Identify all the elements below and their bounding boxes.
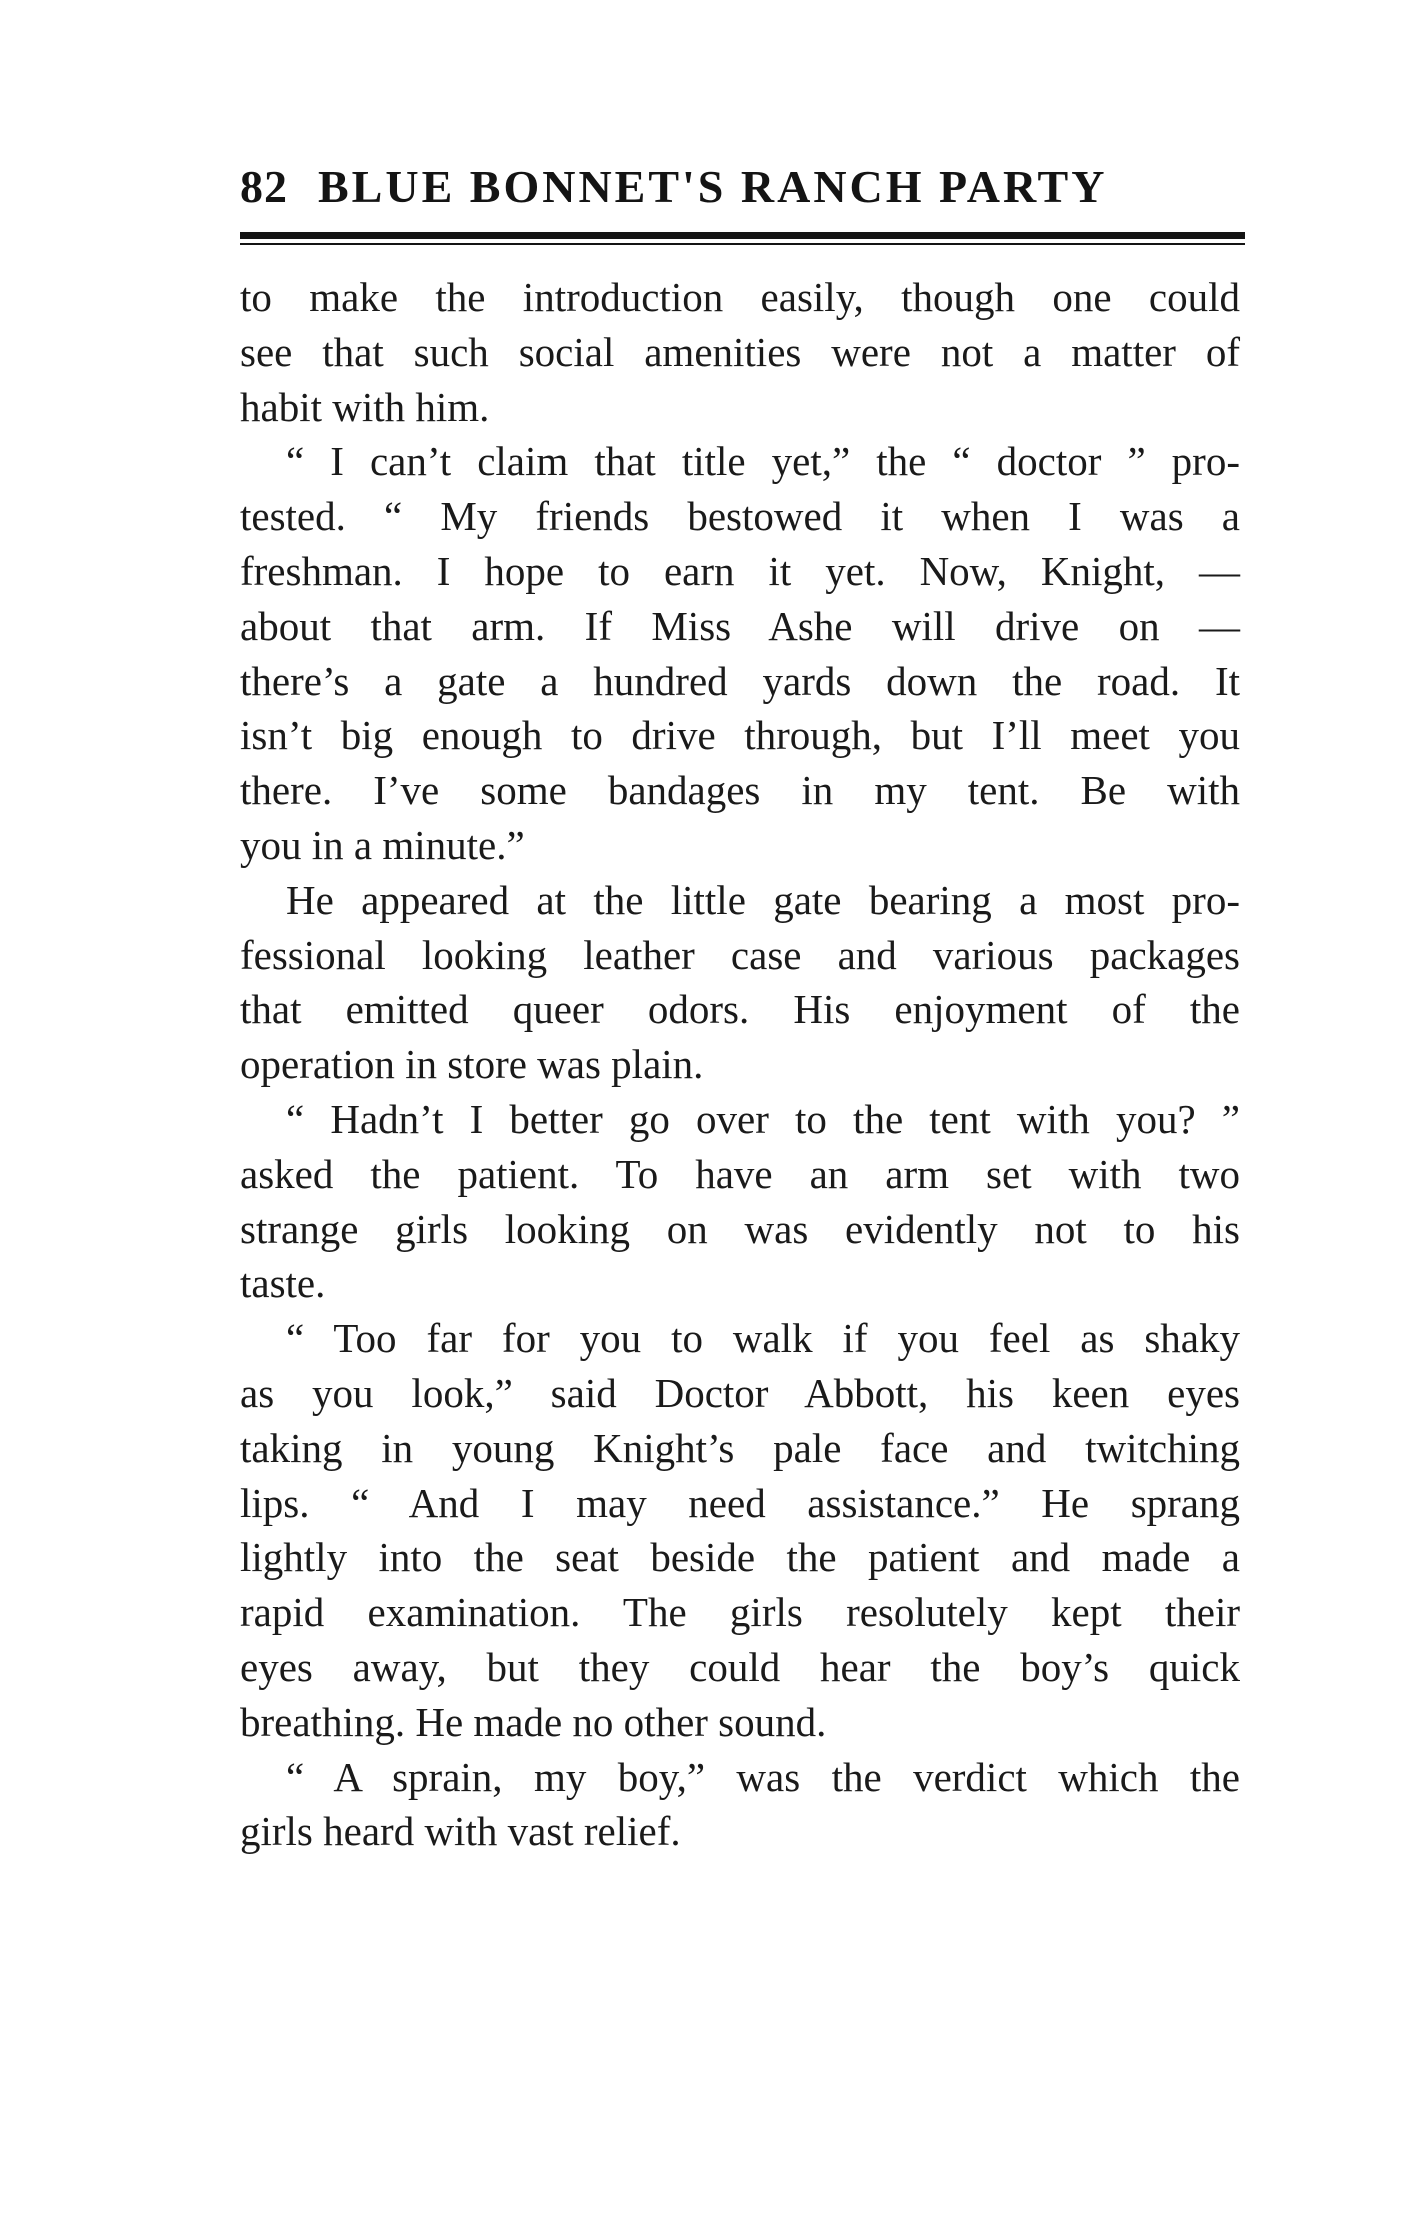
text-line: He appeared at the little gate bearing a most pro- <box>286 876 1240 923</box>
text-line: you in a minute.” <box>240 821 525 868</box>
page-header <box>240 160 1245 230</box>
text-line: rapid examination. The girls resolutely kept their <box>240 1589 1240 1636</box>
text-line: about that arm. If Miss Ashe will drive on — <box>240 602 1240 649</box>
text-line: asked the patient. To have an arm set with two <box>240 1150 1240 1197</box>
text-line: “ I can’t claim that title yet,” the “ doctor ” pro- <box>286 438 1240 485</box>
text-line: freshman. I hope to earn it yet. Now, Knight, — <box>240 547 1240 594</box>
text-line: isn’t big enough to drive through, but I’ll meet you <box>240 712 1240 759</box>
text-line: see that such social amenities were not a matter of <box>240 328 1240 375</box>
text-line: breathing. He made no other sound. <box>240 1698 827 1745</box>
text-line: there. I’ve some bandages in my tent. Be with <box>240 767 1240 814</box>
text-line: “ Too far for you to walk if you feel as shaky <box>286 1315 1240 1362</box>
header-rule-thin <box>240 243 1245 245</box>
text-line: “ A sprain, my boy,” was the verdict which the <box>286 1753 1240 1800</box>
text-line: eyes away, but they could hear the boy’s quick <box>240 1643 1240 1690</box>
text-line: as you look,” said Doctor Abbott, his keen eyes <box>240 1369 1240 1416</box>
text-line: “ Hadn’t I better go over to the tent with you? ” <box>286 1095 1240 1142</box>
text-line: operation in store was plain. <box>240 1041 704 1088</box>
text-line: that emitted queer odors. His enjoyment of the <box>240 986 1240 1033</box>
text-line: tested. “ My friends bestowed it when I was a <box>240 493 1240 540</box>
text-line: girls heard with vast relief. <box>240 1808 681 1855</box>
text-line: taste. <box>240 1260 326 1307</box>
text-line: fessional looking leather case and various packages <box>240 931 1240 978</box>
text-line: taking in young Knight’s pale face and twitching <box>240 1424 1240 1471</box>
header-rule-thick <box>240 232 1245 239</box>
text-line: lips. “ And I may need assistance.” He sprang <box>240 1479 1240 1526</box>
page-number: 82 <box>240 161 288 212</box>
text-line: to make the introduction easily, though one could <box>240 274 1240 320</box>
text-line: there’s a gate a hundred yards down the road. It <box>240 657 1240 704</box>
text-line: habit with him. <box>240 383 490 430</box>
running-title: BLUE BONNET'S RANCH PARTY <box>318 161 1108 212</box>
text-line: strange girls looking on was evidently not to his <box>240 1205 1240 1252</box>
body-text <box>240 270 1240 1859</box>
text-line: lightly into the seat beside the patient and made a <box>240 1534 1240 1581</box>
